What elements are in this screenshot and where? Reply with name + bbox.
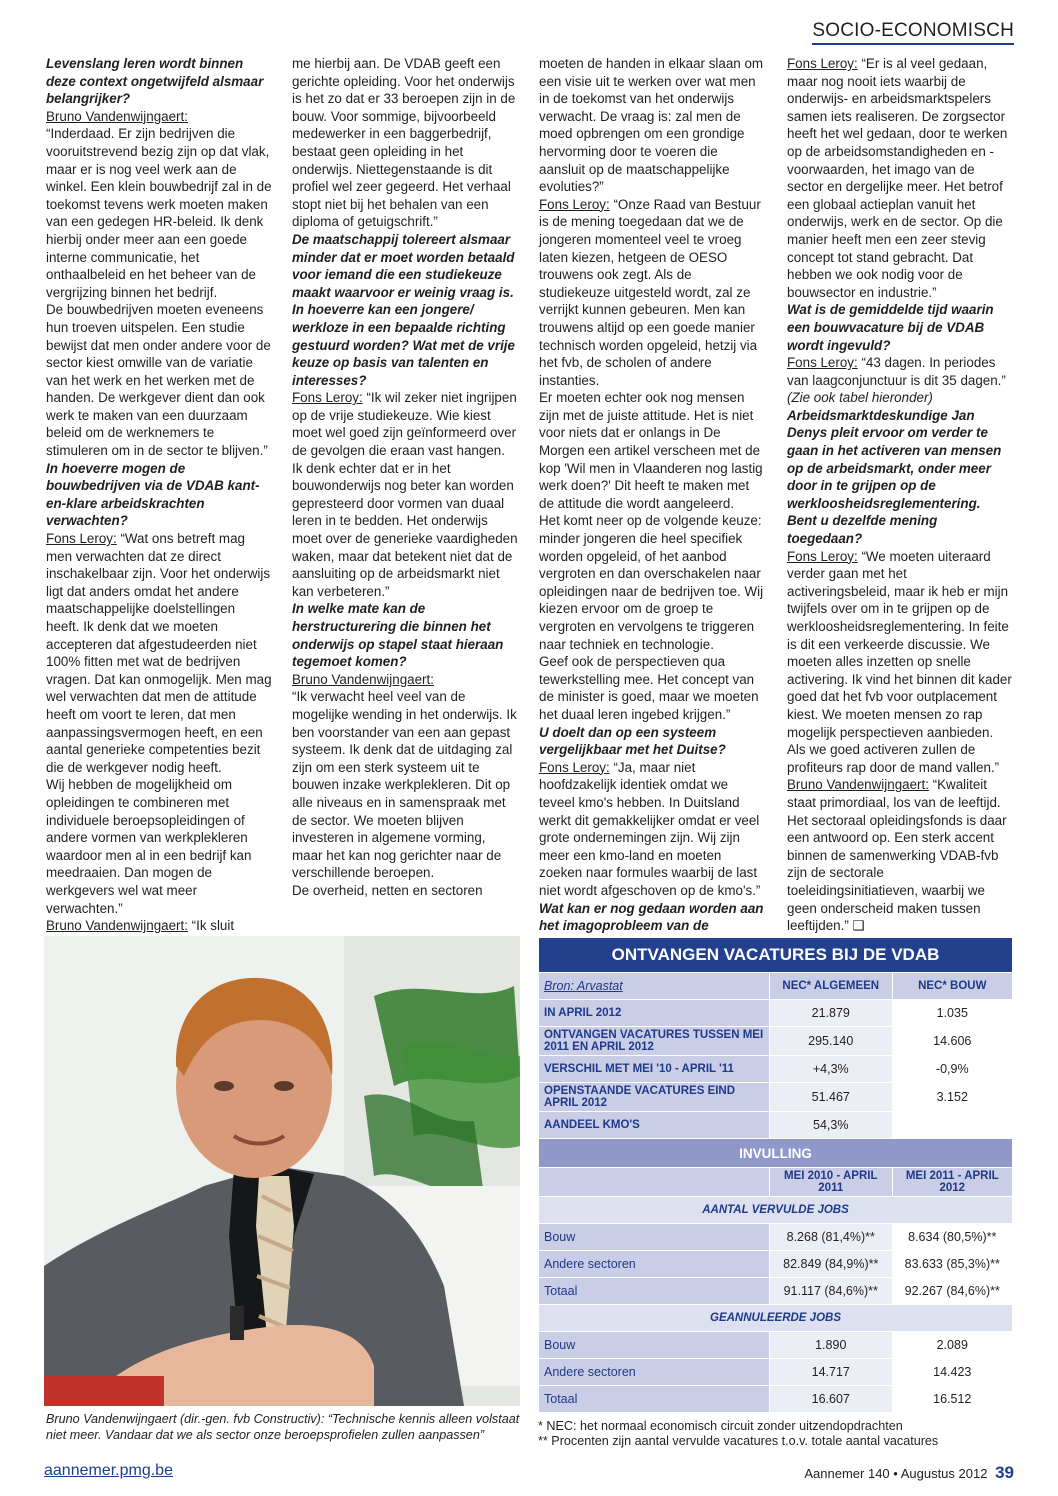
group-header-vervulde: AANTAL VERVULDE JOBS bbox=[539, 1197, 1013, 1224]
footnote-percent: ** Procenten zijn aantal vervulde vacatures t.o.v. totale aantal vacatures bbox=[538, 1434, 939, 1448]
cell-value-a: 14.717 bbox=[770, 1359, 893, 1386]
cell-value-a: 54,3% bbox=[770, 1112, 893, 1139]
text-paragraph: me hierbij aan. De VDAB geeft een gerichte opleiding. Voor het onderwijs is het zo dat er 33 beroepen zijn in de bouw. Voor sommige, bijvoorbeeld medewerker in een baggerbedrijf, bestaat geen opleiding in het onderwijs. Niettegenstaande is dit profiel wel zeer gegeerd. Het verhaal stopt niet bij het behalen van een diploma of getuigschrift.” bbox=[292, 56, 516, 230]
text-paragraph bbox=[539, 759, 765, 900]
speaker-name: Bruno Vandenwijngaert: bbox=[787, 777, 929, 793]
issue-info: Aannemer 140 • Augustus 2012 bbox=[804, 1466, 988, 1481]
vacatures-table bbox=[538, 937, 1013, 1413]
text-column-2 bbox=[292, 55, 518, 900]
table-row bbox=[539, 1332, 1013, 1359]
speaker-quote: “Ja, maar niet hoofdzakelijk identiek omdat we teveel kmo's hebben. In Duitsland werkt dit gemakkelijker omdat er veel grote ondernemingen zijn. Wij zijn meer een kmo-land en moeten zoeken naar formules waarbij de last niet wordt afgeschoven op de kmo's.” bbox=[539, 759, 761, 898]
column-header-nec-bouw: NEC* BOUW bbox=[892, 973, 1012, 1000]
invulling-header: INVULLING bbox=[539, 1139, 1013, 1168]
cell-value-a: 21.879 bbox=[770, 1000, 893, 1027]
row-label: Andere sectoren bbox=[539, 1251, 770, 1278]
speaker-name: Fons Leroy: bbox=[539, 759, 610, 775]
text-paragraph: “Ik verwacht heel veel van de mogelijke wending in het onderwijs. Ik ben voorstander van een aan gepast systeem. Ik denk dat de uitdaging zal zijn om een sterk systeem uit te bouwen inzake werkplekleren. Dit op alle niveaus en in samenspraak met de sector. We moeten blijven investeren in algemene vorming, maar het kan nog gerichter naar de verschillende beroepen. bbox=[292, 689, 517, 881]
cell-value-a: 16.607 bbox=[770, 1386, 893, 1413]
row-label: Bouw bbox=[539, 1224, 770, 1251]
photo-caption: Bruno Vandenwijngaert (dir.-gen. fvb Constructiv): “Technische kennis alleen volstaat niet meer. Vandaar dat we als sector onze beroepsprofielen zullen aanpassen” bbox=[46, 1412, 520, 1442]
question-paragraph: Levenslang leren wordt binnen deze context ongetwijfeld alsmaar belangrijker? bbox=[46, 56, 264, 107]
text-paragraph: moeten de handen in elkaar slaan om een visie uit te werken over wat men in de toekomst van het onderwijs verwacht. De vraag is: zal men de moed opbrengen om een grondige hervorming door te voeren die aansluit op de maatschappelijke evoluties?” bbox=[539, 56, 764, 195]
text-paragraph bbox=[787, 776, 1013, 934]
text-paragraph bbox=[787, 354, 1013, 389]
row-label: AANDEEL KMO'S bbox=[539, 1112, 770, 1139]
footnote-nec: * NEC: het normaal economisch circuit zonder uitzendopdrachten bbox=[538, 1419, 903, 1433]
cell-value-a: 51.467 bbox=[770, 1083, 893, 1112]
cell-value-b: 16.512 bbox=[892, 1386, 1012, 1413]
text-paragraph bbox=[292, 389, 518, 600]
row-label: ONTVANGEN VACATURES TUSSEN MEI 2011 EN APRIL 2012 bbox=[539, 1027, 770, 1056]
speaker-quote: “Wat ons betreft mag men verwachten dat ze direct inschakelbaar zijn. Voor het onderwijs ligt dat anders omdat het andere maatschappelijke doelstellingen heeft. Ik denk dat we moeten accepteren dat afgestudeerden niet 100% fitten met wat de bedrijven vragen. Dat kan onmogelijk. Men mag wel verwachten dat men de attitude heeft om voort te leren, dat men aanpassingsvermogen heeft, en een aantal generieke competenties bezit die de werkgever nodig heeft. bbox=[46, 531, 272, 775]
table-row bbox=[539, 1386, 1013, 1413]
text-paragraph bbox=[46, 108, 272, 126]
row-label: Totaal bbox=[539, 1386, 770, 1413]
table-row bbox=[539, 1278, 1013, 1305]
speaker-quote: “Ik sluit bbox=[187, 918, 235, 934]
question-paragraph: U doelt dan op een systeem vergelijkbaar met het Duitse? bbox=[539, 724, 726, 758]
speaker-name: Fons Leroy: bbox=[787, 355, 858, 371]
speaker-quote: “We moeten uiteraard verder gaan met het activeringsbeleid, maar ik heb er mijn twijfels over om in te grijpen op de werkloosheidsreglementering. In feite is dit een verkeerde discussie. We moeten alles inzetten op snelle activering. Ik vind het binnen dit kader goed dat het fvb voor outplacement kiest. We moeten mensen zo rap mogelijk perspectieven aanbieden. Als we goed activeren zullen de profiteurs rap door de mand vallen.” bbox=[787, 548, 1012, 775]
page-footer bbox=[804, 1463, 1014, 1483]
question-paragraph: In hoeverre mogen de bouwbedrijven via de VDAB kant-en-klare arbeidskrachten verwachten? bbox=[46, 460, 260, 529]
table-row bbox=[539, 1112, 1013, 1139]
portrait-illustration bbox=[44, 936, 520, 1406]
speaker-quote: “Ik wil zeker niet ingrijpen op de vrije studiekeuze. Wie kiest moet wel goed zijn geïnformeerd over de gevolgen die eraan vast hangen. Ik denk echter dat er in het bouwonderwijs nog beter kan worden gepresteerd door vormen van duaal leren in te bedden. Het onderwijs moet over de generieke vaardigheden waken, maar dat betekent niet dat de aansluiting op de arbeidsmarkt niet kan verbeteren.” bbox=[292, 390, 518, 599]
column-header-nec-algemeen: NEC* ALGEMEEN bbox=[770, 973, 893, 1000]
period-header-2011-2012: MEI 2011 - APRIL 2012 bbox=[892, 1168, 1012, 1197]
table-title: ONTVANGEN VACATURES BIJ DE VDAB bbox=[539, 938, 1013, 973]
text-column-4 bbox=[787, 55, 1013, 935]
row-label: Totaal bbox=[539, 1278, 770, 1305]
text-paragraph: Geef ook de perspectieven qua tewerkstelling mee. Het concept van de minister is goed, maar we moeten het duaal leren ingebed krijgen.” bbox=[539, 654, 759, 722]
text-paragraph bbox=[539, 196, 765, 390]
text-paragraph: Er moeten echter ook nog mensen zijn met de juiste attitude. Het is niet voor niets dat er onlangs in De Morgen een artikel verscheen met de kop 'Wil men in Vlaanderen nog lastig werk doen?' Dit heeft te maken met de attitude die wordt aangeleerd. bbox=[539, 390, 763, 511]
speaker-name: Fons Leroy: bbox=[292, 390, 363, 406]
text-paragraph: De bouwbedrijven moeten eveneens hun troeven uitspelen. Een studie bewijst dat men onder andere voor de sector kiest omwille van de variatie van het werk en het werken met de handen. De werkgever dient dan ook werk te maken van een duurzaam beleid om de werknemers te stimuleren om in de sector te blijven.” bbox=[46, 302, 271, 459]
table-row bbox=[539, 1251, 1013, 1278]
row-label: Bouw bbox=[539, 1332, 770, 1359]
question-paragraph: In welke mate kan de herstructurering die binnen het onderwijs op stapel staat hieraan tegemoet komen? bbox=[292, 601, 504, 670]
speaker-name: Fons Leroy: bbox=[787, 56, 858, 71]
text-paragraph: De overheid, netten en sectoren bbox=[292, 882, 483, 898]
table-row bbox=[539, 1000, 1013, 1027]
text-paragraph bbox=[46, 530, 272, 776]
period-header-2010-2011: MEI 2010 - APRIL 2011 bbox=[770, 1168, 893, 1197]
text-column-1 bbox=[46, 55, 272, 935]
cell-value-a: 82.849 (84,9%)** bbox=[770, 1251, 893, 1278]
speaker-quote: “Onze Raad van Bestuur is de mening toegedaan dat we de jongeren momenteel veel te vroeg laten kiezen, hetgeen de OESO trouwens ook zegt. Als de studiekeuze uitgesteld wordt, zal ze verrijkt kunnen gebeuren. Men kan trouwens altijd op een goede manier technisch worden opgeleid, hetzij via het fvb, de scholen of andere instanties. bbox=[539, 196, 761, 388]
speaker-quote: “43 dagen. In periodes van laagconjunctuur is dit 35 dagen.” bbox=[787, 355, 1006, 388]
speaker-name: Bruno Vandenwijngaert: bbox=[46, 918, 188, 934]
cell-value-b: 8.634 (80,5%)** bbox=[892, 1224, 1012, 1251]
cell-value-b: 3.152 bbox=[892, 1083, 1012, 1112]
cell-value-b: -0,9% bbox=[892, 1056, 1012, 1083]
period-header-blank bbox=[539, 1168, 770, 1197]
cell-value-b: 83.633 (85,3%)** bbox=[892, 1251, 1012, 1278]
question-paragraph: De maatschappij tolereert alsmaar minder dat er moet worden betaald voor iemand die een studiekeuze maakt waarvoor er weinig vraag is. In hoeverre kan een jongere/ werkloze in een bepaalde richting gestuurd worden? Wat met de vrije keuze op basis van talenten en interesses? bbox=[292, 231, 515, 388]
text-paragraph bbox=[46, 917, 272, 935]
speaker-quote: “Er is al veel gedaan, maar nog nooit iets waarbij de onderwijs- en arbeidsmarktspelers samen iets realiseren. De zorgsector heeft het wel gedaan, door te werken op de arbeidsomstandigheden en -voorwaarden, het imago van de sector en dergelijke meer. Het betrof een globaal actieplan vanuit het onderwijs, werk en de sector. Op die manier heeft men een zeer stevig concept tot stand gebracht. Dat hebben we ook nodig voor de bouwsector en industrie.” bbox=[787, 56, 1008, 300]
row-label: VERSCHIL MET MEI '10 - APRIL '11 bbox=[539, 1056, 770, 1083]
cell-value-a: 91.117 (84,6%)** bbox=[770, 1278, 893, 1305]
speaker-quote: “Kwaliteit staat primordiaal, los van de leeftijd. Het sectoraal opleidingsfonds is daar een antwoord op. Een sterk accent binnen de samenwerking VDAB-fvb zijn de sectorale toeleidingsinitiatieven, waarbij we geen onderscheid maken tussen leeftijden.” ❑ bbox=[787, 777, 1007, 934]
table-row bbox=[539, 1359, 1013, 1386]
speaker-name: Bruno Vandenwijngaert: bbox=[46, 108, 188, 124]
row-label: Andere sectoren bbox=[539, 1359, 770, 1386]
cell-value-b: 2.089 bbox=[892, 1332, 1012, 1359]
row-label: IN APRIL 2012 bbox=[539, 1000, 770, 1027]
text-paragraph bbox=[787, 548, 1013, 777]
table-source: Bron: Arvastat bbox=[539, 973, 770, 1000]
table-row bbox=[539, 1056, 1013, 1083]
cell-value-a: 8.268 (81,4%)** bbox=[770, 1224, 893, 1251]
cell-value-a: 1.890 bbox=[770, 1332, 893, 1359]
row-label: OPENSTAANDE VACATURES EIND APRIL 2012 bbox=[539, 1083, 770, 1112]
text-paragraph: Het komt neer op de volgende keuze: minder jongeren die heel specifiek worden opgeleid, of het aanbod vergroten en dan overschakelen naar opleidingen naar de bedrijven toe. Wij kiezen ervoor om de groep te vergroten en vervolgens te triggeren naar techniek en technologie. bbox=[539, 513, 764, 652]
text-paragraph bbox=[787, 55, 1013, 301]
speaker-name: Fons Leroy: bbox=[46, 531, 117, 547]
cell-value-b: 14.423 bbox=[892, 1359, 1012, 1386]
portrait-photo bbox=[44, 936, 520, 1406]
cell-value-b: 1.035 bbox=[892, 1000, 1012, 1027]
text-paragraph bbox=[292, 671, 518, 689]
question-paragraph: Arbeidsmarktdeskundige Jan Denys pleit ervoor om verder te gaan in het activeren van mensen op de arbeidsmarkt, onder meer door in te grijpen op de werkloosheidsreglementering. Bent u dezelfde mening toegedaan? bbox=[787, 407, 1002, 547]
table-row bbox=[539, 1224, 1013, 1251]
cell-value-b: 14.606 bbox=[892, 1027, 1012, 1056]
text-paragraph: “Inderdaad. Er zijn bedrijven die vooruitstrevend bezig zijn op dat vlak, maar er is nog veel werk aan de winkel. Een klein bouwbedrijf zal in de toekomst tevens werk moeten maken van een gedegen HR-beleid. Ik denk hierbij onder meer aan een goede interne communicatie, het onthaalbeleid en het beheer van de vergrijzing binnen het bedrijf. bbox=[46, 126, 272, 300]
text-paragraph: Wij hebben de mogelijkheid om opleidingen te combineren met individuele beroepsopleidingen of andere vormen van werkplekleren waardoor men al in een bedrijf kan meedraaien. Dan mogen de werkgevers wel wat meer verwachten.” bbox=[46, 777, 252, 916]
table-row bbox=[539, 1083, 1013, 1112]
text-paragraph: (Zie ook tabel hieronder) bbox=[787, 390, 933, 406]
table-row bbox=[539, 1027, 1013, 1056]
speaker-name: Fons Leroy: bbox=[787, 548, 858, 564]
cell-value-a: 295.140 bbox=[770, 1027, 893, 1056]
cell-value-b bbox=[892, 1112, 1012, 1139]
vacatures-table-block bbox=[538, 937, 1013, 1449]
section-title: SOCIO-ECONOMISCH bbox=[812, 20, 1014, 45]
cell-value-a: +4,3% bbox=[770, 1056, 893, 1083]
speaker-name: Fons Leroy: bbox=[539, 196, 610, 212]
cell-value-b: 92.267 (84,6%)** bbox=[892, 1278, 1012, 1305]
question-paragraph: Wat kan er nog gedaan worden aan het imagoprobleem van de bbox=[539, 900, 764, 934]
speaker-name: Bruno Vandenwijngaert: bbox=[292, 671, 434, 687]
text-column-3 bbox=[539, 55, 765, 952]
website-link[interactable]: aannemer.pmg.be bbox=[44, 1462, 173, 1479]
page-number: 39 bbox=[995, 1463, 1014, 1482]
group-header-geannuleerde: GEANNULEERDE JOBS bbox=[539, 1305, 1013, 1332]
question-paragraph: Wat is de gemiddelde tijd waarin een bouwvacature bij de VDAB wordt ingevuld? bbox=[787, 302, 994, 353]
